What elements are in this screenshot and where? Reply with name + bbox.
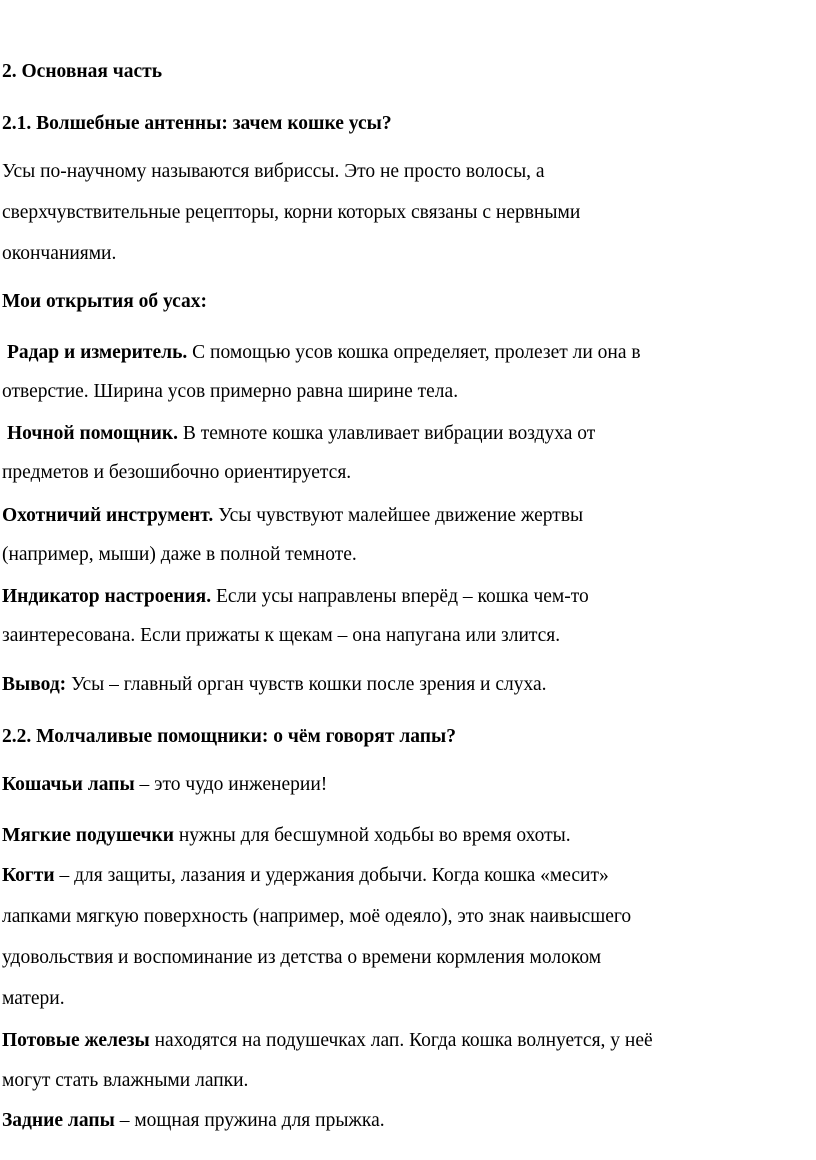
paws-intro-text: – это чудо инженерии! [134,774,328,795]
discovery-term: Ночной помощник. [7,423,178,444]
discovery-item-night [7,422,595,446]
discovery-item-hunting-cont: (например, мыши) даже в полной темноте. [2,544,357,565]
paws-intro-term: Кошачьи лапы [2,774,135,795]
discoveries-heading: Мои открытия об усах: [2,291,208,312]
glands-text: находятся на подушечках лап. Когда кошка волнуется, у неё [149,1030,653,1051]
discovery-term: Радар и измеритель. [7,342,188,363]
hind-term: Задние лапы [2,1110,115,1131]
paws-hind [2,1109,385,1133]
hind-text: – мощная пружина для прыжка. [114,1110,385,1131]
paws-claws-line-4: матери. [2,988,65,1009]
discovery-item-mood-cont: заинтересована. Если прижаты к щекам – она напугана или злится. [2,625,561,646]
claws-text: – для защиты, лазания и удержания добычи. Когда кошка «месит» [54,865,609,886]
discovery-term: Охотничий инструмент. [2,505,214,526]
discovery-text: Если усы направлены вперёд – кошка чем-то [211,586,589,607]
discovery-term: Индикатор настроения. [2,586,212,607]
discovery-text: В темноте кошка улавливает вибрации воздуха от [177,423,596,444]
pads-term: Мягкие подушечки [2,825,174,846]
paws-pads [2,824,571,848]
claws-term: Когти [2,865,55,886]
paws-glands [2,1029,653,1053]
whiskers-intro-line-1: Усы по-научному называются вибриссы. Это не просто волосы, а [2,161,545,182]
discovery-item-mood [2,585,589,609]
discovery-item-hunting [2,504,583,528]
whiskers-intro-line-2: сверхчувствительные рецепторы, корни которых связаны с нервными [2,202,581,223]
discovery-item-radar-cont: отверстие. Ширина усов примерно равна ширине тела. [2,381,459,402]
paws-intro [2,773,327,797]
glands-term: Потовые железы [2,1030,150,1051]
whiskers-conclusion [2,673,547,697]
whiskers-intro-line-3: окончаниями. [2,243,117,264]
discovery-item-radar [7,341,641,365]
conclusion-text: Усы – главный орган чувств кошки после зрения и слуха. [66,674,547,695]
subsection-2-heading: 2.2. Молчаливые помощники: о чём говорят лапы? [2,726,456,747]
discovery-text: С помощью усов кошка определяет, пролезет ли она в [187,342,641,363]
subsection-1-heading: 2.1. Волшебные антенны: зачем кошке усы? [2,113,392,134]
paws-claws-line-3: удовольствия и воспоминание из детства о времени кормления молоком [2,947,602,968]
conclusion-term: Вывод: [2,674,67,695]
discovery-text: Усы чувствуют малейшее движение жертвы [213,505,584,526]
section-heading: 2. Основная часть [2,61,163,82]
discovery-item-night-cont: предметов и безошибочно ориентируется. [2,462,352,483]
paws-glands-line-2: могут стать влажными лапки. [2,1070,249,1091]
pads-text: нужны для бесшумной ходьбы во время охоты. [173,825,571,846]
paws-claws-line-2: лапками мягкую поверхность (например, моё одеяло), это знак наивысшего [2,906,632,927]
paws-claws [2,864,609,888]
